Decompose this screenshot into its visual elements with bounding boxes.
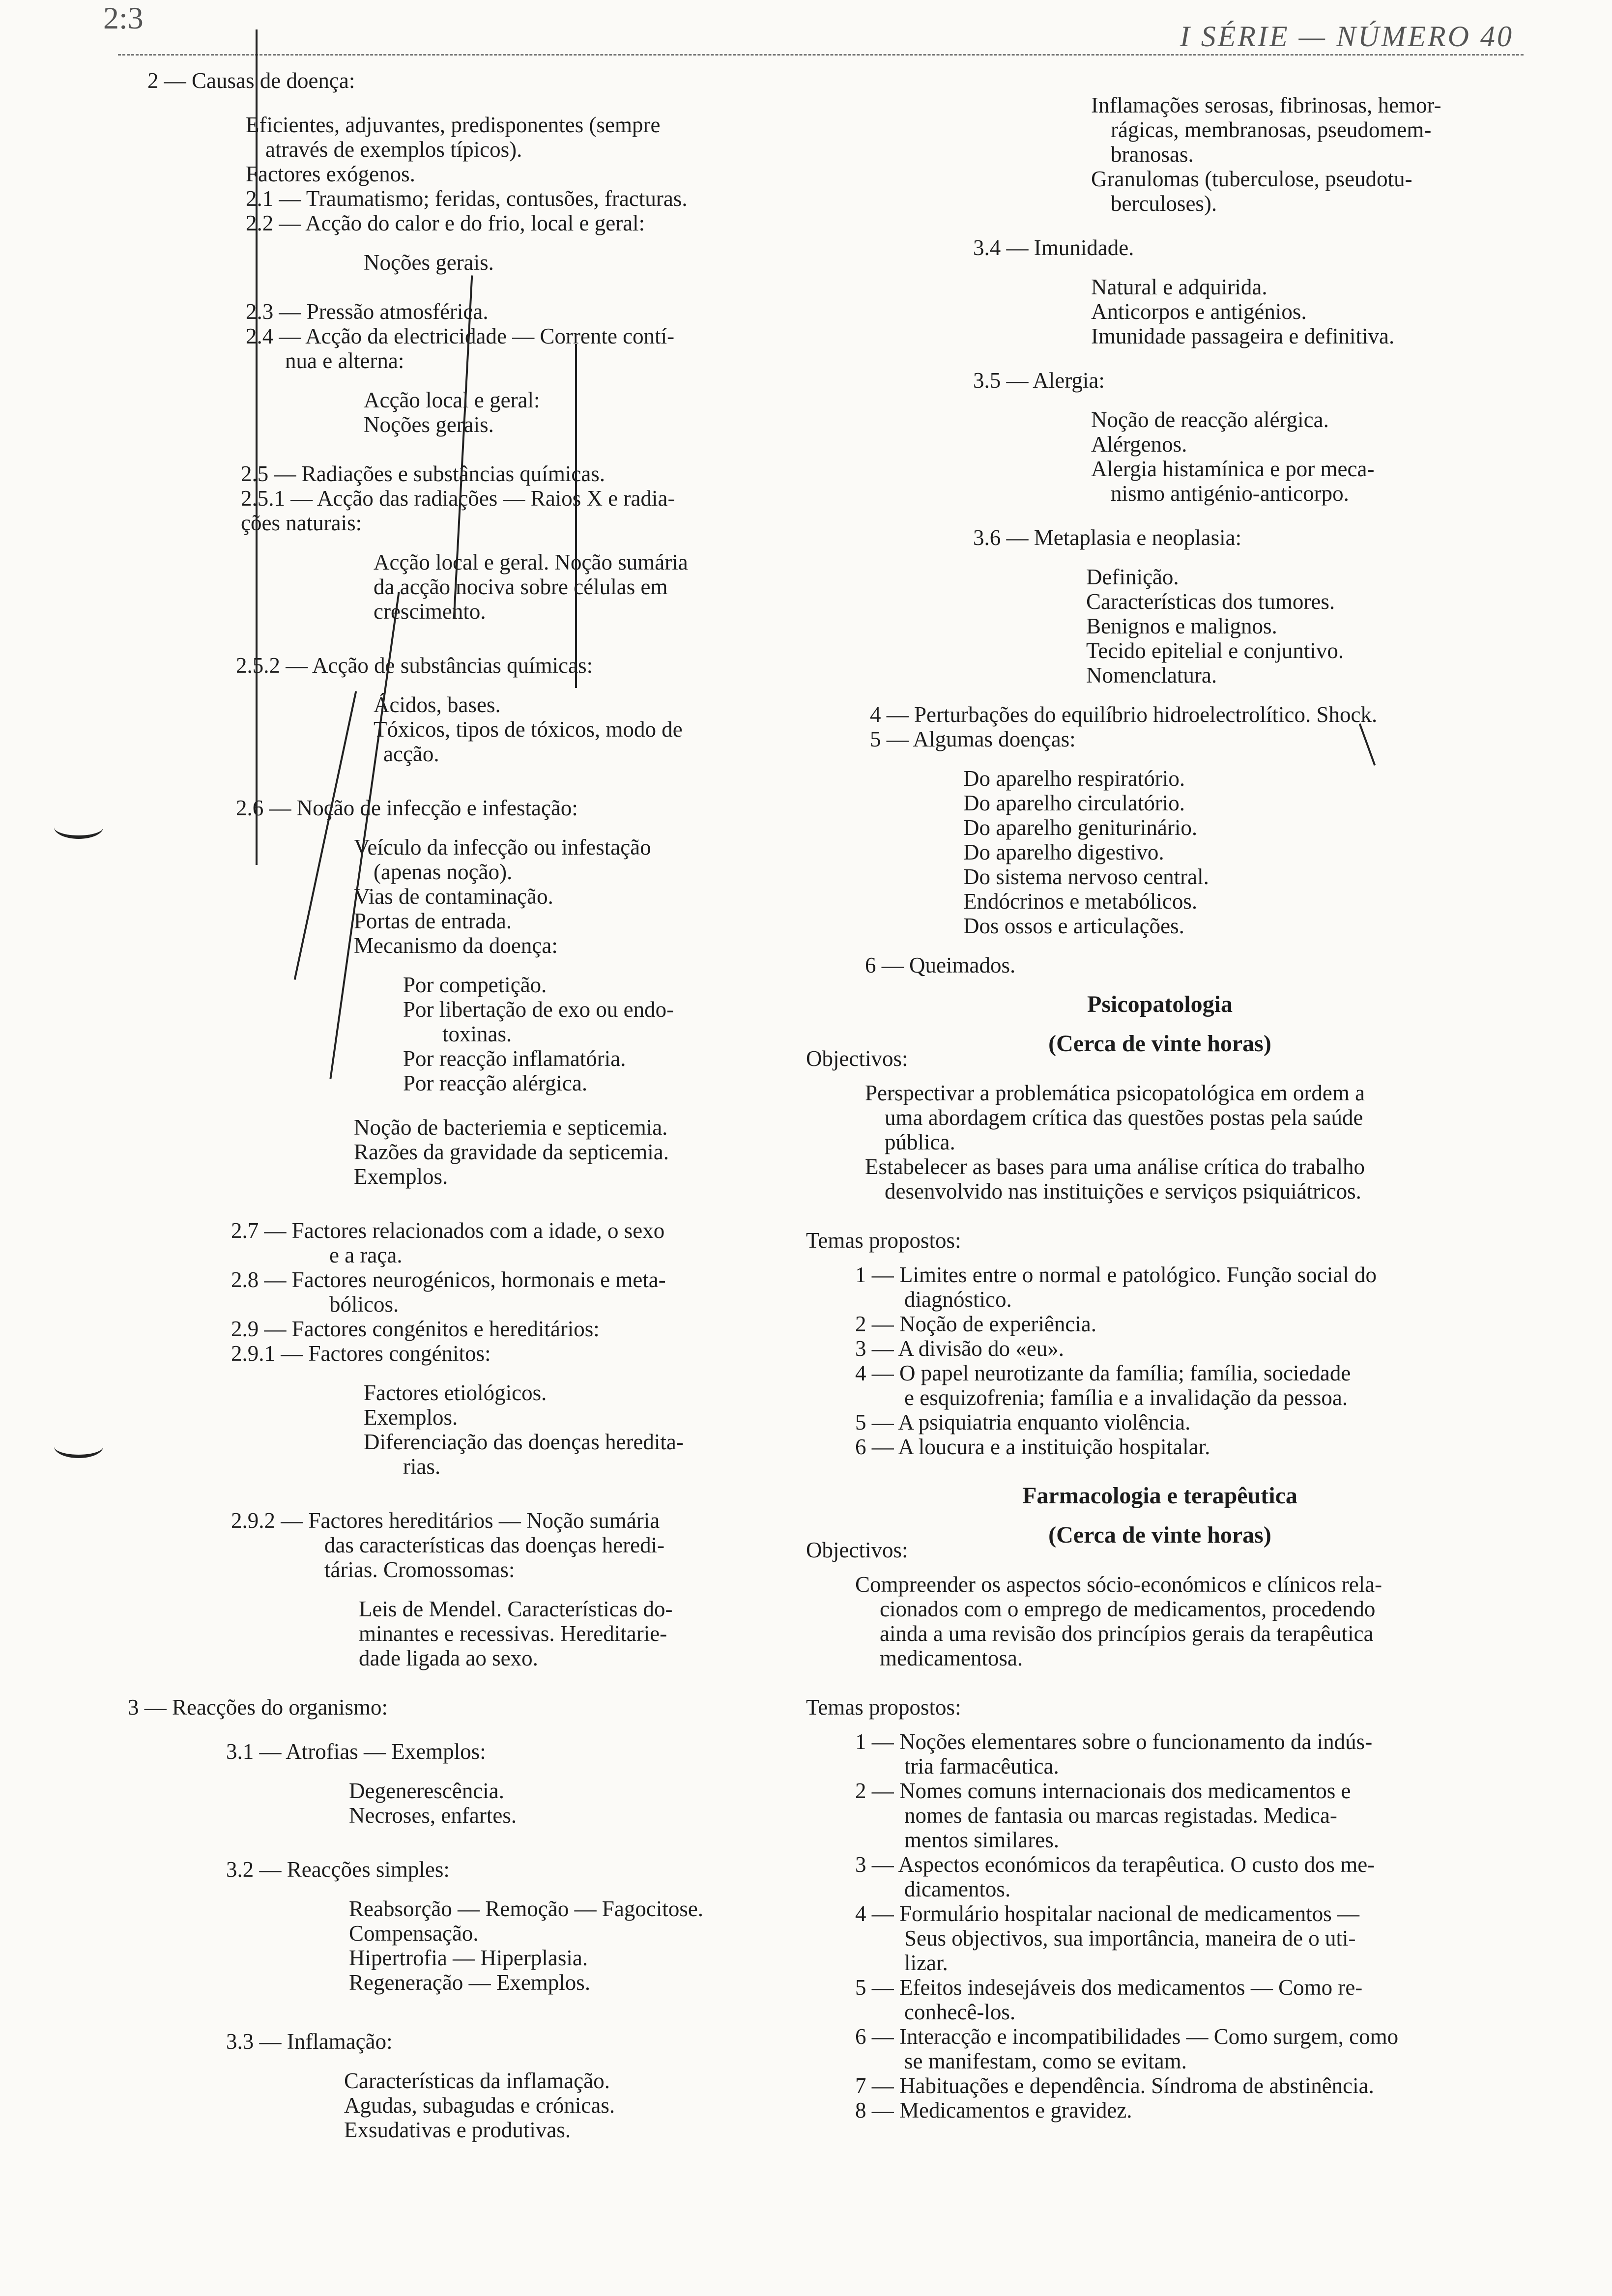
section-heading: Farmacologia e terapêutica bbox=[1022, 1483, 1297, 1509]
header-rule bbox=[118, 54, 1524, 56]
text-line: 3.3 — Inflamação: bbox=[226, 2029, 393, 2054]
text-line: Objectivos: bbox=[806, 1046, 908, 1071]
text-line: pública. bbox=[885, 1130, 955, 1154]
text-line: 2.3 — Pressão atmosférica. bbox=[246, 299, 489, 324]
text-line: Portas de entrada. bbox=[354, 909, 512, 933]
text-line: e a raça. bbox=[329, 1243, 403, 1267]
text-line: Do aparelho digestivo. bbox=[963, 840, 1164, 864]
text-line: Por reacção alérgica. bbox=[403, 1071, 588, 1095]
text-line: 1 — Noções elementares sobre o funcionamento da indús- bbox=[855, 1729, 1373, 1754]
pen-mark bbox=[575, 344, 577, 688]
text-line: toxinas. bbox=[442, 1022, 512, 1046]
text-line: Do aparelho respiratório. bbox=[963, 766, 1185, 791]
text-line: através de exemplos típicos). bbox=[265, 137, 522, 162]
text-line: Vias de contaminação. bbox=[354, 884, 553, 909]
text-line: Seus objectivos, sua importância, maneira de o uti- bbox=[904, 1926, 1356, 1951]
text-line: Razões da gravidade da septicemia. bbox=[354, 1140, 669, 1164]
text-line: ainda a uma revisão dos princípios gerais da terapêutica bbox=[880, 1621, 1374, 1646]
text-line: Por libertação de exo ou endo- bbox=[403, 997, 674, 1022]
text-line: Temas propostos: bbox=[806, 1695, 961, 1720]
text-line: Objectivos: bbox=[806, 1538, 908, 1562]
text-line: 2.5.2 — Acção de substâncias químicas: bbox=[236, 653, 593, 678]
text-line: Do aparelho circulatório. bbox=[963, 791, 1185, 815]
text-line: Por reacção inflamatória. bbox=[403, 1046, 626, 1071]
text-line: 2.9 — Factores congénitos e hereditários: bbox=[231, 1317, 600, 1341]
text-line: medicamentosa. bbox=[880, 1646, 1023, 1670]
text-line: 2 — Nomes comuns internacionais dos medicamentos e bbox=[855, 1779, 1351, 1803]
text-line: 2.9.2 — Factores hereditários — Noção sumária bbox=[231, 1508, 660, 1533]
text-line: Tecido epitelial e conjuntivo. bbox=[1086, 638, 1344, 663]
text-line: Noções gerais. bbox=[364, 250, 494, 275]
text-line: 6 — Interacção e incompatibilidades — Como surgem, como bbox=[855, 2024, 1399, 2049]
text-line: Benignos e malignos. bbox=[1086, 614, 1277, 638]
text-line: Imunidade passageira e definitiva. bbox=[1091, 324, 1395, 348]
text-line: 2.5.1 — Acção das radiações — Raios X e radia- bbox=[241, 486, 675, 511]
text-line: diagnóstico. bbox=[904, 1287, 1012, 1312]
text-line: Necroses, enfartes. bbox=[349, 1803, 517, 1828]
text-line: Temas propostos: bbox=[806, 1228, 961, 1253]
text-line: 2 — Noção de experiência. bbox=[855, 1312, 1097, 1336]
text-line: tárias. Cromossomas: bbox=[324, 1557, 515, 1582]
text-line: Acção local e geral. Noção sumária bbox=[374, 550, 688, 574]
text-line: 5 — Efeitos indesejáveis dos medicamentos — Como re- bbox=[855, 1975, 1363, 2000]
text-line: Do sistema nervoso central. bbox=[963, 864, 1209, 889]
text-line: bólicos. bbox=[329, 1292, 399, 1317]
text-line: Endócrinos e metabólicos. bbox=[963, 889, 1198, 914]
text-line: Agudas, subagudas e crónicas. bbox=[344, 2093, 615, 2118]
text-line: 4 — Formulário hospitalar nacional de medicamentos — bbox=[855, 1901, 1359, 1926]
text-line: Exsudativas e produtivas. bbox=[344, 2118, 571, 2142]
scan-smudge bbox=[54, 1435, 103, 1458]
text-line: Alérgenos. bbox=[1091, 432, 1187, 457]
text-line: acção. bbox=[383, 742, 439, 766]
text-line: ções naturais: bbox=[241, 511, 362, 535]
text-line: 3 — Reacções do organismo: bbox=[128, 1695, 388, 1720]
text-line: Noção de reacção alérgica. bbox=[1091, 407, 1329, 432]
text-line: nua e alterna: bbox=[285, 348, 404, 373]
text-line: Granulomas (tuberculose, pseudotu- bbox=[1091, 167, 1412, 191]
text-line: Compreender os aspectos sócio-económicos e clínicos rela- bbox=[855, 1572, 1382, 1597]
text-line: 6 — Queimados. bbox=[865, 953, 1016, 977]
series-header: I SÉRIE — NÚMERO 40 bbox=[1180, 20, 1514, 53]
text-line: Hipertrofia — Hiperplasia. bbox=[349, 1946, 588, 1970]
text-line: Do aparelho geniturinário. bbox=[963, 815, 1198, 840]
text-line: 1 — Limites entre o normal e patológico. Função social do bbox=[855, 1263, 1377, 1287]
text-line: Exemplos. bbox=[364, 1405, 458, 1430]
text-line: Ácidos, bases. bbox=[374, 692, 501, 717]
text-line: Anticorpos e antigénios. bbox=[1091, 299, 1307, 324]
text-line: Noção de bacteriemia e septicemia. bbox=[354, 1115, 668, 1140]
text-line: Perspectivar a problemática psicopatológica em ordem a bbox=[865, 1081, 1365, 1105]
text-line: 3.2 — Reacções simples: bbox=[226, 1857, 450, 1882]
text-line: 3 — Aspectos económicos da terapêutica. O custo dos me- bbox=[855, 1852, 1375, 1877]
text-line: 5 — A psiquiatria enquanto violência. bbox=[855, 1410, 1191, 1435]
text-line: e esquizofrenia; família e a invalidação da pessoa. bbox=[904, 1385, 1348, 1410]
text-line: 2.6 — Noção de infecção e infestação: bbox=[236, 796, 578, 820]
text-line: Características da inflamação. bbox=[344, 2068, 610, 2093]
text-line: uma abordagem crítica das questões postas pela saúde bbox=[885, 1105, 1363, 1130]
text-line: Mecanismo da doença: bbox=[354, 933, 558, 958]
text-line: 6 — A loucura e a instituição hospitalar. bbox=[855, 1435, 1210, 1459]
text-line: 4 — Perturbações do equilíbrio hidroelectrolítico. Shock. bbox=[870, 702, 1378, 727]
text-line: berculoses). bbox=[1111, 191, 1217, 216]
text-line: Reabsorção — Remoção — Fagocitose. bbox=[349, 1896, 704, 1921]
text-line: Exemplos. bbox=[354, 1164, 448, 1189]
text-line: 3.1 — Atrofias — Exemplos: bbox=[226, 1739, 486, 1764]
text-line: 2.2 — Acção do calor e do frio, local e geral: bbox=[246, 211, 645, 235]
text-line: 3.6 — Metaplasia e neoplasia: bbox=[973, 525, 1242, 550]
text-line: Veículo da infecção ou infestação bbox=[354, 835, 651, 860]
text-line: Nomenclatura. bbox=[1086, 663, 1217, 688]
text-line: lizar. bbox=[904, 1951, 948, 1975]
text-line: branosas. bbox=[1111, 142, 1194, 167]
text-line: 5 — Algumas doenças: bbox=[870, 727, 1076, 751]
text-line: 2.1 — Traumatismo; feridas, contusões, fracturas. bbox=[246, 186, 688, 211]
text-line: conhecê-los. bbox=[904, 2000, 1016, 2024]
text-line: Alergia histamínica e por meca- bbox=[1091, 457, 1375, 481]
text-line: 3.5 — Alergia: bbox=[973, 368, 1105, 393]
text-line: nomes de fantasia ou marcas registadas. Medica- bbox=[904, 1803, 1337, 1828]
text-line: se manifestam, como se evitam. bbox=[904, 2049, 1187, 2073]
text-line: cionados com o emprego de medicamentos, procedendo bbox=[880, 1597, 1376, 1621]
text-line: Natural e adquirida. bbox=[1091, 275, 1267, 299]
text-line: da acção nociva sobre células em bbox=[374, 574, 668, 599]
text-line: 2.8 — Factores neurogénicos, hormonais e meta- bbox=[231, 1267, 666, 1292]
text-line: nismo antigénio-anticorpo. bbox=[1111, 481, 1349, 506]
pen-mark bbox=[256, 29, 258, 865]
text-line: Características dos tumores. bbox=[1086, 589, 1335, 614]
section-heading: Psicopatologia bbox=[1087, 991, 1233, 1017]
section-heading: (Cerca de vinte horas) bbox=[1048, 1031, 1271, 1057]
text-line: 2.4 — Acção da electricidade — Corrente contí- bbox=[246, 324, 675, 348]
text-line: Inflamações serosas, fibrinosas, hemor- bbox=[1091, 93, 1441, 117]
text-line: Dos ossos e articulações. bbox=[963, 914, 1184, 938]
text-line: crescimento. bbox=[374, 599, 486, 624]
text-line: 7 — Habituações e dependência. Síndroma de abstinência. bbox=[855, 2073, 1374, 2098]
text-line: 2.9.1 — Factores congénitos: bbox=[231, 1341, 491, 1366]
text-line: Regeneração — Exemplos. bbox=[349, 1970, 591, 1995]
text-line: Degenerescência. bbox=[349, 1779, 505, 1803]
pen-mark bbox=[294, 691, 357, 980]
section-heading: (Cerca de vinte horas) bbox=[1048, 1522, 1271, 1548]
text-line: tria farmacêutica. bbox=[904, 1754, 1059, 1779]
text-line: 3.4 — Imunidade. bbox=[973, 235, 1134, 260]
text-line: 2 — Causas de doença: bbox=[147, 68, 355, 93]
text-line: 8 — Medicamentos e gravidez. bbox=[855, 2098, 1132, 2123]
text-line: Eficientes, adjuvantes, predisponentes (sempre bbox=[246, 113, 661, 137]
text-line: 2.7 — Factores relacionados com a idade, o sexo bbox=[231, 1218, 665, 1243]
text-line: 4 — O papel neurotizante da família; família, sociedade bbox=[855, 1361, 1351, 1385]
text-line: rias. bbox=[403, 1454, 441, 1479]
text-line: Definição. bbox=[1086, 565, 1179, 589]
text-line: Diferenciação das doenças heredita- bbox=[364, 1430, 684, 1454]
text-line: (apenas noção). bbox=[374, 860, 513, 884]
text-line: das características das doenças heredi- bbox=[324, 1533, 665, 1557]
text-line: minantes e recessivas. Hereditarie- bbox=[359, 1621, 667, 1646]
text-line: mentos similares. bbox=[904, 1828, 1059, 1852]
text-line: dicamentos. bbox=[904, 1877, 1011, 1901]
text-line: Factores exógenos. bbox=[246, 162, 415, 186]
text-line: Noções gerais. bbox=[364, 412, 494, 437]
text-line: Compensação. bbox=[349, 1921, 479, 1946]
text-line: Tóxicos, tipos de tóxicos, modo de bbox=[374, 717, 683, 742]
text-line: dade ligada ao sexo. bbox=[359, 1646, 538, 1670]
text-line: Estabelecer as bases para uma análise crítica do trabalho bbox=[865, 1154, 1365, 1179]
pen-mark bbox=[1359, 723, 1376, 766]
text-line: rágicas, membranosas, pseudomem- bbox=[1111, 117, 1432, 142]
text-line: Factores etiológicos. bbox=[364, 1380, 547, 1405]
text-line: 3 — A divisão do «eu». bbox=[855, 1336, 1064, 1361]
text-line: Leis de Mendel. Características do- bbox=[359, 1597, 673, 1621]
text-line: desenvolvido nas instituições e serviços psiquiátricos. bbox=[885, 1179, 1361, 1204]
page-number: 2:3 bbox=[103, 0, 144, 35]
text-line: 2.5 — Radiações e substâncias químicas. bbox=[241, 461, 605, 486]
scan-smudge bbox=[54, 816, 103, 839]
text-line: Acção local e geral: bbox=[364, 388, 540, 412]
text-line: Por competição. bbox=[403, 973, 547, 997]
